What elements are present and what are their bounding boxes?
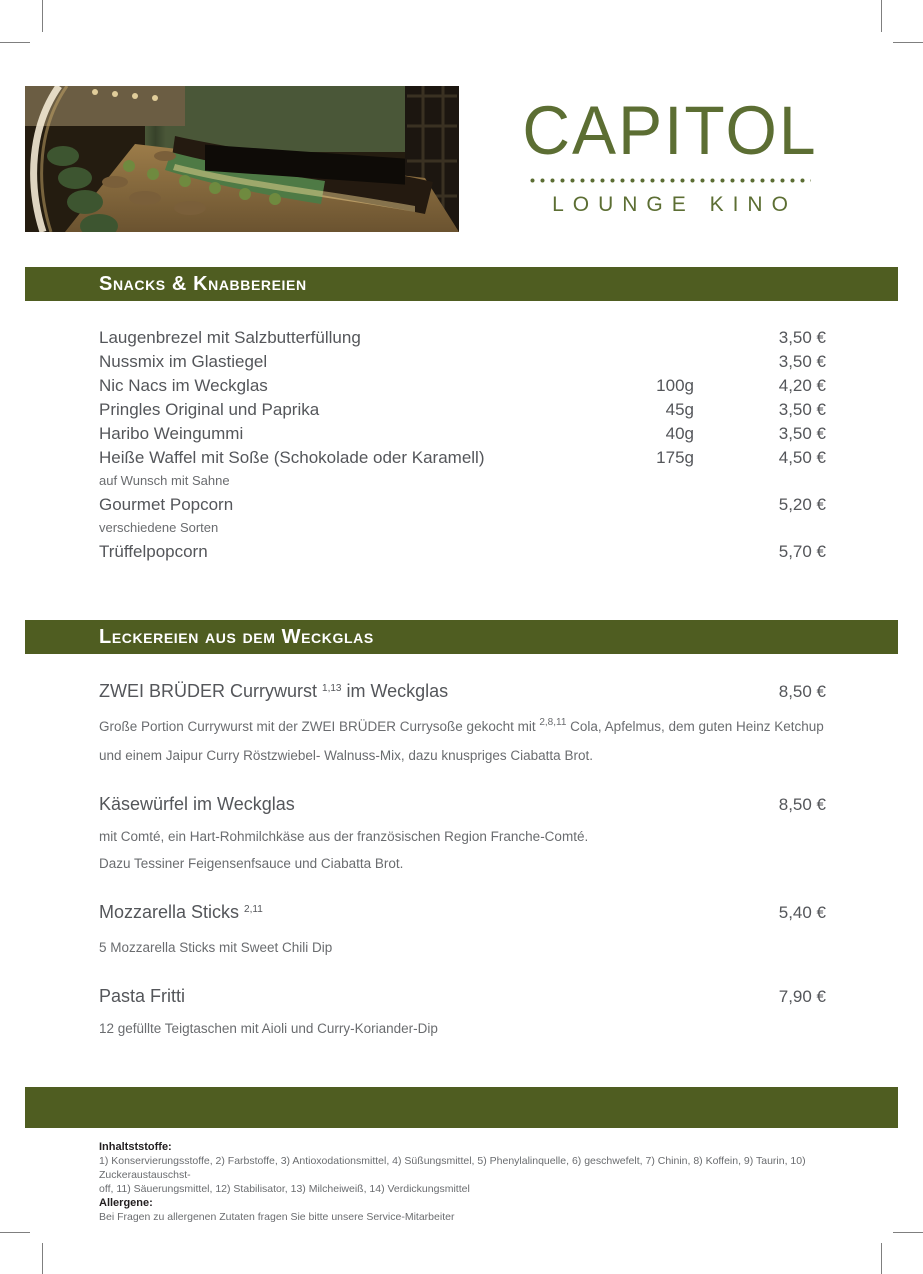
weckglas-list — [99, 678, 826, 1064]
menu-row — [99, 493, 826, 517]
ingredients-line1: 1) Konservierungsstoffe, 2) Farbstoffe, 3) Antioxodationsmittel, 4) Süßungsmittel, 5) Phenylalinquelle, 6) geschwefelt, 7) Chinin, 8) Koffein, 9) Taurin, 10) Zuckeraustauschst- — [99, 1155, 806, 1181]
item-note: verschiedene Sorten — [99, 520, 219, 535]
crop-mark-bottom-left-h — [0, 1232, 30, 1233]
menu-row — [99, 350, 826, 374]
item-note: auf Wunsch mit Sahne — [99, 473, 230, 488]
menu-row — [99, 422, 826, 446]
crop-mark-top-right-h — [893, 42, 923, 43]
menu-row — [99, 540, 826, 564]
item-price: 3,50 € — [778, 352, 826, 371]
menu-row — [99, 398, 826, 422]
item-price: 3,50 € — [778, 328, 826, 347]
item-description: 5 Mozzarella Sticks mit Sweet Chili Dip — [99, 940, 333, 955]
item-price: 7,90 € — [778, 987, 826, 1006]
menu-item-currywurst — [99, 678, 826, 769]
item-name: Nic Nacs im Weckglas — [99, 376, 268, 395]
ingredients-label: Inhaltststoffe: — [99, 1141, 172, 1153]
item-price: 5,70 € — [778, 542, 826, 561]
item-name: Nussmix im Glastiegel — [99, 352, 268, 371]
crop-mark-bottom-right-v — [881, 1243, 882, 1274]
menu-item-mozzarella-sticks — [99, 899, 826, 961]
item-weight: 45g — [665, 400, 694, 419]
item-name: Haribo Weingummi — [99, 424, 244, 443]
item-name: Gourmet Popcorn — [99, 495, 234, 514]
ingredient-ref: 1,13 — [322, 683, 342, 694]
allergens-text: Bei Fragen zu allergenen Zutaten fragen Sie bitte unsere Service-Mitarbeiter — [99, 1211, 455, 1223]
brand-subtitle: LOUNGE KINO — [552, 193, 797, 217]
ingredient-ref: 2,11 — [244, 904, 263, 915]
lounge-photo — [25, 86, 459, 232]
section-header-snacks — [25, 267, 898, 301]
footer-fineprint — [99, 1140, 839, 1224]
item-description: Große Portion Currywurst mit der ZWEI BRÜDER Currysoße gekocht mit $^{2,8,11}$ Cola, Apfelmus, dem guten Heinz Ketchup und einem Jaipur Curry Röstzwiebel- Walnuss-Mix, dazu knuspriges Ciabatta Brot. — [99, 717, 824, 763]
item-weight: 40g — [665, 424, 694, 443]
menu-row — [99, 374, 826, 398]
item-weight: 100g — [656, 376, 694, 395]
item-price: 4,20 € — [778, 376, 826, 395]
item-price: 3,50 € — [778, 400, 826, 419]
crop-mark-top-left-h — [0, 42, 30, 43]
menu-row — [99, 446, 826, 470]
crop-mark-top-right-v — [881, 0, 882, 32]
item-price: 8,50 € — [778, 682, 826, 701]
item-price: 4,50 € — [778, 448, 826, 467]
crop-mark-bottom-right-h — [893, 1232, 923, 1233]
section-title-snacks: Snacks & Knabbereien — [99, 273, 307, 295]
item-name: Mozzarella Sticks $^{2,11}$ — [99, 902, 263, 922]
item-description: mit Comté, ein Hart-Rohmilchkäse aus der französischen Region Franche-Comté. Dazu Tessiner Feigensenfsauce und Ciabatta Brot. — [99, 829, 589, 871]
menu-item-pasta-fritti — [99, 983, 826, 1042]
item-name: Trüffelpopcorn — [99, 542, 208, 561]
bottom-accent-bar — [25, 1087, 898, 1128]
item-name: Laugenbrezel mit Salzbutterfüllung — [99, 328, 361, 347]
snacks-list — [99, 326, 826, 564]
item-name: ZWEI BRÜDER Currywurst $^{1,13}$ im Weckglas — [99, 681, 449, 701]
section-header-weckglas — [25, 620, 898, 654]
item-price: 8,50 € — [778, 795, 826, 814]
brand-logo — [500, 91, 840, 217]
crop-mark-top-left-v — [42, 0, 43, 32]
item-name: Pringles Original und Paprika — [99, 400, 320, 419]
item-price: 5,20 € — [778, 495, 826, 514]
item-name: Heiße Waffel mit Soße (Schokolade oder Karamell) — [99, 448, 485, 467]
crop-mark-bottom-left-v — [42, 1243, 43, 1274]
allergens-label: Allergene: — [99, 1197, 153, 1209]
item-name: Pasta Fritti — [99, 986, 186, 1006]
logo-dotted-divider — [529, 177, 811, 184]
item-description: 12 gefüllte Teigtaschen mit Aioli und Curry-Koriander-Dip — [99, 1021, 438, 1036]
item-weight: 175g — [656, 448, 694, 467]
item-price: 5,40 € — [778, 903, 826, 922]
item-price: 3,50 € — [778, 424, 826, 443]
brand-name: CAPITOL — [522, 91, 818, 169]
ingredient-ref: 2,8,11 — [539, 717, 567, 728]
section-title-weckglas: Leckereien aus dem Weckglas — [99, 626, 374, 648]
menu-item-kaesewuerfel — [99, 791, 826, 877]
item-name: Käsewürfel im Weckglas — [99, 794, 295, 814]
ingredients-line2: off, 11) Säuerungsmittel, 12) Stabilisator, 13) Milcheiweiß, 14) Verdickungsmittel — [99, 1183, 470, 1195]
menu-row — [99, 326, 826, 350]
